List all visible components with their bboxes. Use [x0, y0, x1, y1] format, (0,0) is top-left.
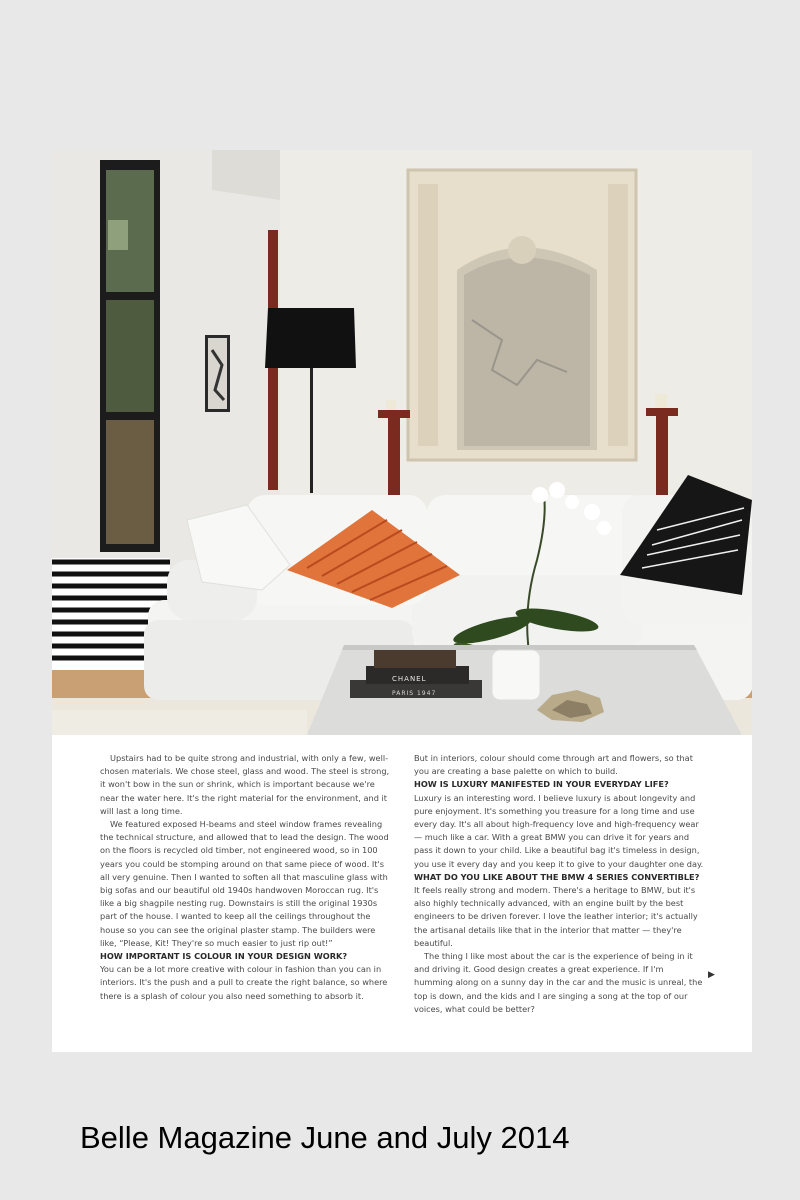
article-paragraph: Upstairs had to be quite strong and industrial, with only a few, well-chosen materials. We chose steel, glass and wood. The steel is strong, it won't bow in the sun or shrink, which is important because we're near the water here. It's the right material for the environment, and it will last a long time.: [100, 753, 390, 816]
article-subheading: HOW IMPORTANT IS COLOUR IN YOUR DESIGN WORK?: [100, 951, 348, 962]
article-paragraph: You can be a lot more creative with colour in fashion than you can in interiors. It's the push and a pull to create the right balance, so where there is a splash of colour you also need something to absorb it.: [100, 964, 388, 1001]
article-paragraph: We featured exposed H-beams and steel window frames revealing the technical structure, and allowed that to lead the design. The wood on the floors is recycled old timber, not engineered wood, so in 100 years you could be stomping around on that same piece of wood. It's all very genuine. Then I wanted to soften all that masculine glass with big sofas and our beautiful old 1940s handwoven Moroccan rug. It's like a big shagpile nesting rug. Downstairs is still the original 1930s part of the house. I wanted to keep all the ceilings throughout the house so you can see the original plaster stamp. The builders were like, “Please, Kit! They're so much easier to just rip out!”: [100, 819, 389, 948]
article-subheading: WHAT DO YOU LIKE ABOUT THE BMW 4 SERIES CONVERTIBLE?: [414, 871, 700, 882]
article-subheading: HOW IS LUXURY MANIFESTED IN YOUR EVERYDAY LIFE?: [414, 779, 669, 790]
article-paragraph: The thing I like most about the car is the experience of being in it and driving it. Good design creates a great experience. If I'm humming along on a sunny day in the car and the music is unreal, the top is down, and the kids and I are singing a song at the top of our voices, what could be better?: [414, 951, 703, 1014]
article-column-left: [100, 752, 390, 1003]
article-paragraph: It feels really strong and modern. There's a heritage to BMW, but it's also highly technically advanced, with an engine built by the best engineers to be driven forever. I love the leather interior; it's actually the artisanal details like that in the interior that matter — they're beautiful.: [414, 885, 698, 948]
interior-photo: [52, 150, 752, 735]
caption: Belle Magazine June and July 2014: [80, 1120, 570, 1155]
book-spine-label: CHANEL: [392, 675, 427, 683]
article-paragraph: But in interiors, colour should come through art and flowers, so that you are creating a base palette on which to build.: [414, 753, 693, 777]
article-paragraph: Luxury is an interesting word. I believe luxury is about longevity and pure enjoyment. It's something you treasure for a long time and use every day. It's all about high-frequency love and high-frequency wear — much like a car. With a great BMW you can drive it for years and pass it down to your child. Like a beautiful bag it's timeless in design, you use it every day and you keep it to give to your daughter one day.: [414, 792, 704, 869]
continue-arrow-icon: ▶: [708, 970, 715, 980]
book-spine-label-2: PARIS 1947: [392, 690, 437, 697]
magazine-page: [52, 150, 752, 1052]
article-column-right: [414, 752, 704, 1016]
